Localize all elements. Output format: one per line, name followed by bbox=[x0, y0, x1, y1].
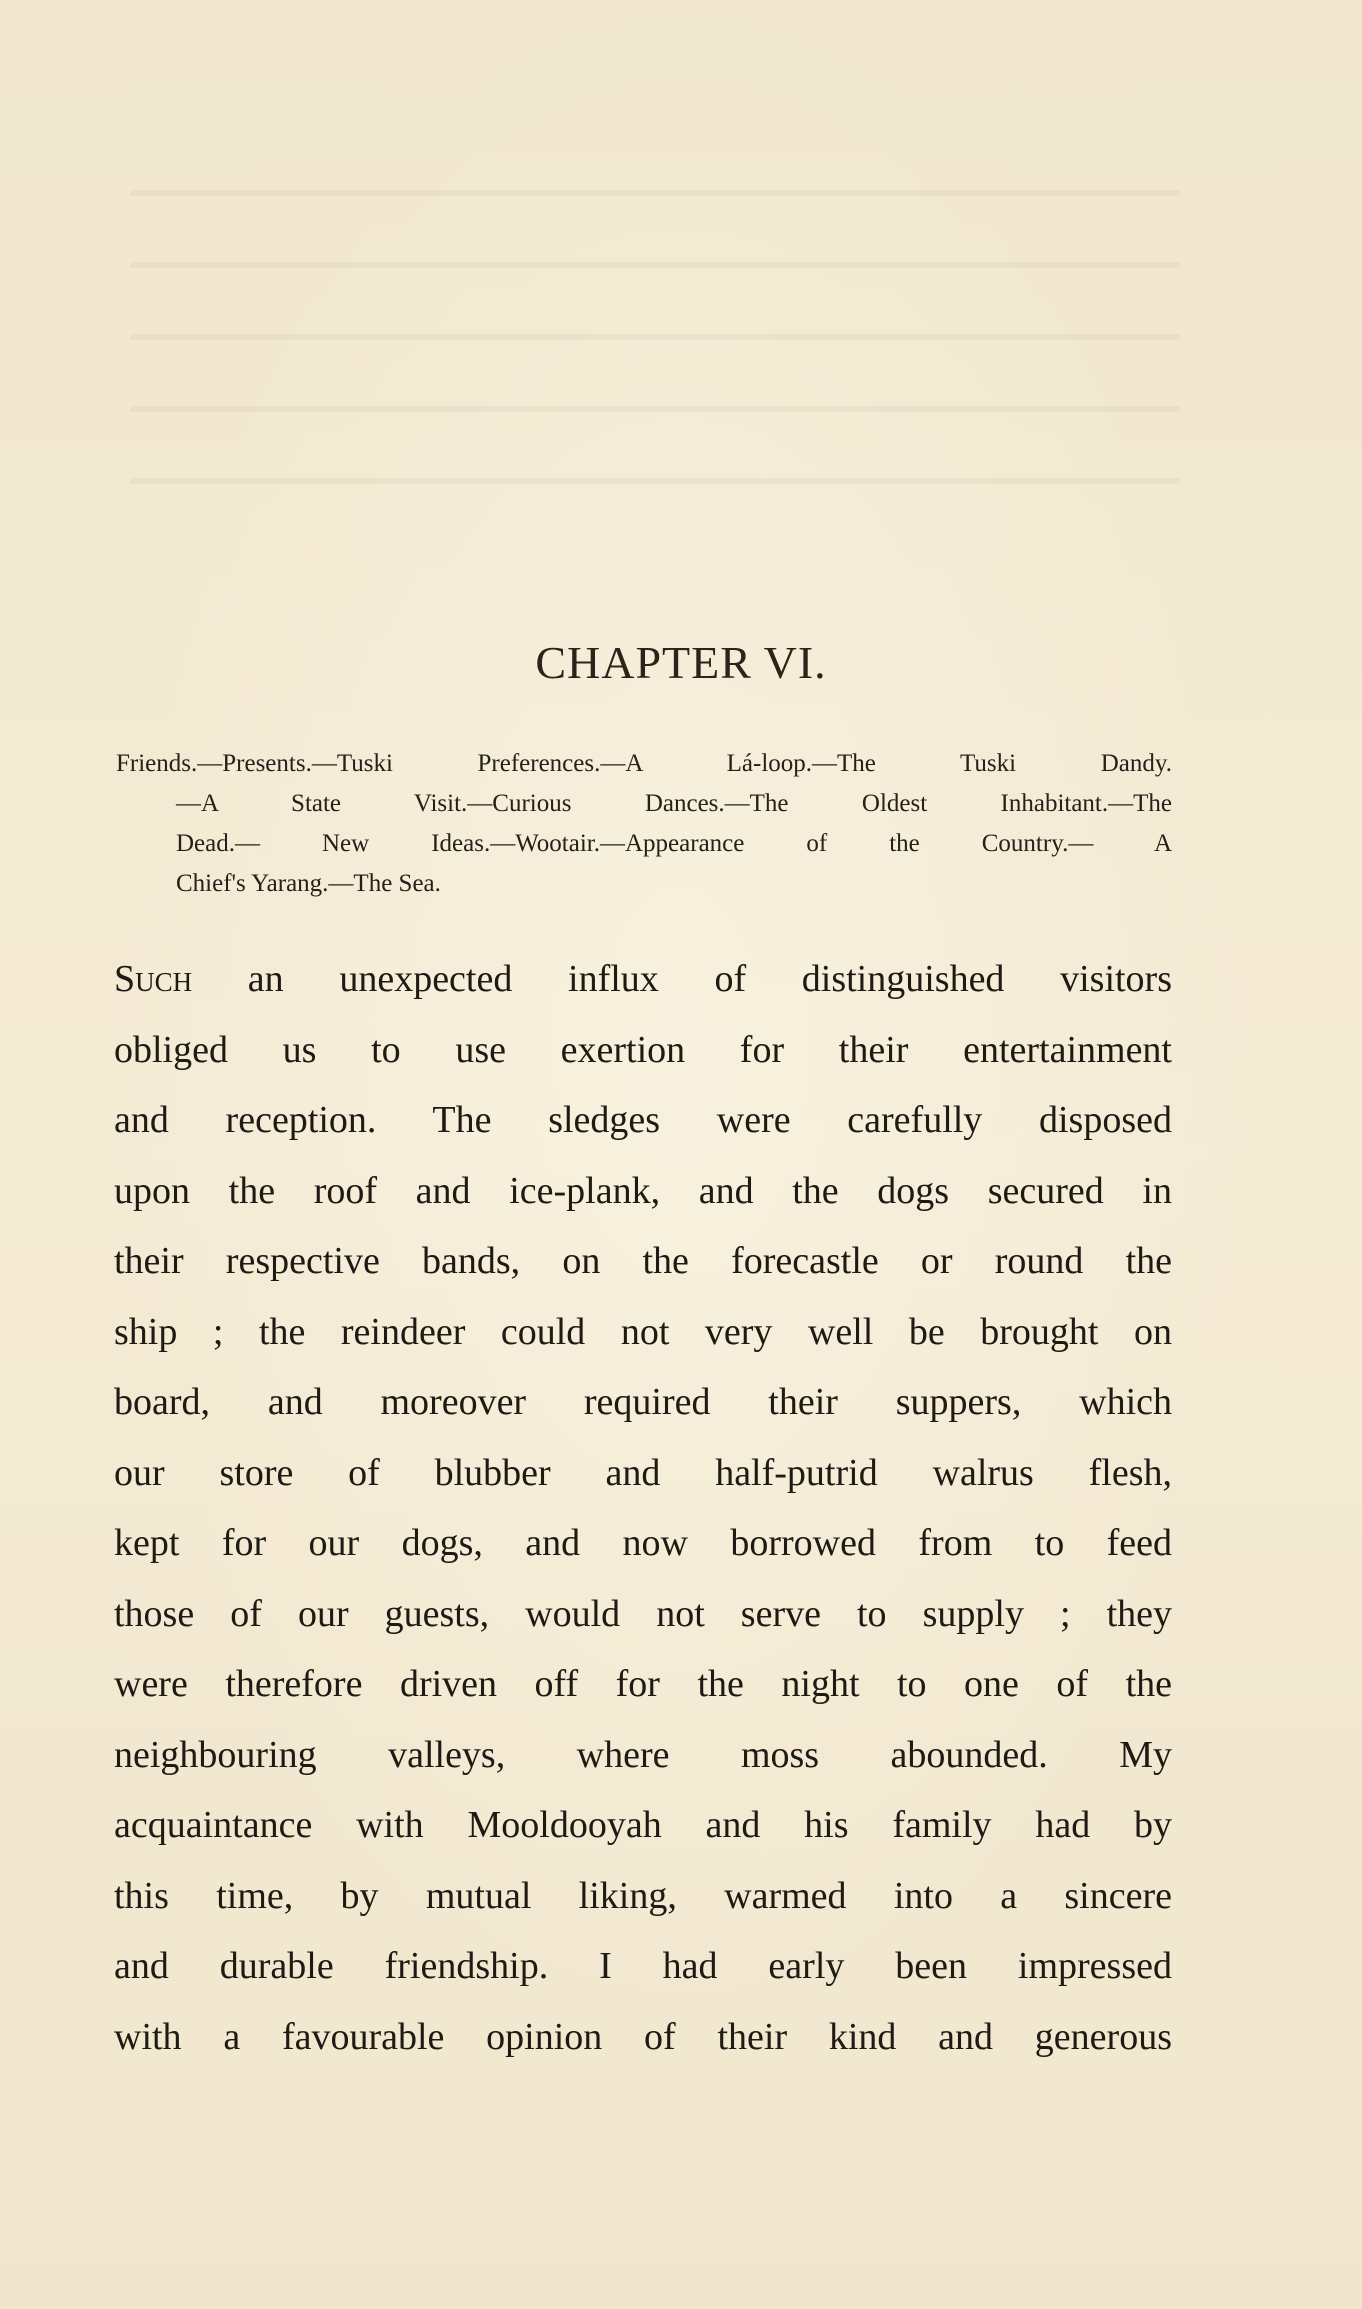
body-line: board, and moreover required their suppers, which bbox=[114, 1381, 1172, 1423]
chapter-synopsis bbox=[116, 744, 1172, 904]
body-line: our store of blubber and half-putrid walrus flesh, bbox=[114, 1451, 1172, 1494]
body-line: were therefore driven off for the night to one of the bbox=[114, 1663, 1172, 1705]
synopsis-line: Chief's Yarang.—The Sea. bbox=[176, 870, 441, 897]
drop-word: Such bbox=[114, 958, 193, 1000]
synopsis-line: Dead.— New Ideas.—Wootair.—Appearance of the Country.— A bbox=[176, 830, 1172, 857]
synopsis-line: Friends.—Presents.—Tuski Preferences.—A Lá-loop.—The Tuski Dandy. bbox=[116, 750, 1172, 777]
body-line: and durable friendship. I had early been impressed bbox=[114, 1945, 1172, 1987]
body-line-first bbox=[114, 944, 1172, 1015]
body-line: their respective bands, on the forecastle or round the bbox=[114, 1240, 1172, 1282]
body-line: and reception. The sledges were carefully disposed bbox=[114, 1099, 1172, 1141]
body-line: acquaintance with Mooldooyah and his family had by bbox=[114, 1804, 1172, 1846]
synopsis-line: —A State Visit.—Curious Dances.—The Oldest Inhabitant.—The bbox=[176, 790, 1172, 817]
body-line: neighbouring valleys, where moss abounded. My bbox=[114, 1733, 1172, 1776]
body-line: kept for our dogs, and now borrowed from to feed bbox=[114, 1522, 1172, 1564]
chapter-title: CHAPTER VI. bbox=[535, 637, 827, 688]
body-line: obliged us to use exertion for their entertainment bbox=[114, 1028, 1172, 1071]
body-paragraph bbox=[114, 944, 1172, 2072]
bleed-through-texture bbox=[130, 130, 1180, 550]
body-line: with a favourable opinion of their kind and generous bbox=[114, 2015, 1172, 2058]
body-line: this time, by mutual liking, warmed into a sincere bbox=[114, 1874, 1172, 1917]
body-line: upon the roof and ice-plank, and the dogs secured in bbox=[114, 1169, 1172, 1212]
body-line: ship ; the reindeer could not very well be brought on bbox=[114, 1310, 1172, 1353]
first-line-text: an unexpected influx of distinguished visitors bbox=[192, 958, 1172, 1000]
body-line: those of our guests, would not serve to supply ; they bbox=[114, 1592, 1172, 1635]
